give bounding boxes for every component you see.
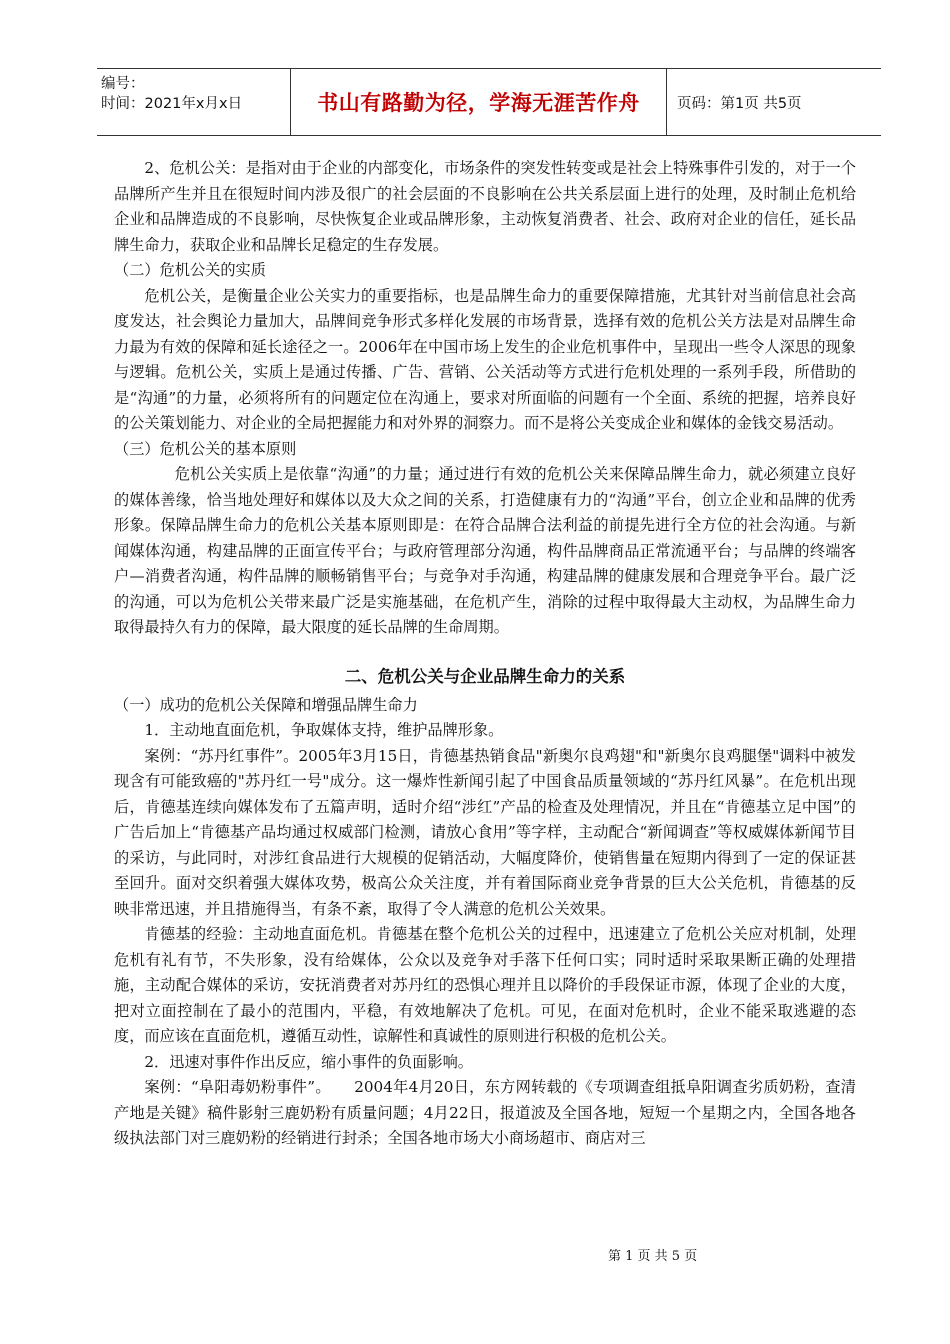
section-subheading: （三）危机公关的基本原则: [114, 439, 297, 458]
paragraph: 危机公关，是衡量企业公关实力的重要指标，也是品牌生命力的重要保障措施，尤其针对当前信息社会高度发达，社会舆论力量加大，品牌间竞争形式多样化发展的市场背景，选择有效的危机公关方法是对品牌生命力最为有效的保障和延长途径之一。2006年在中国市场上发生的企业危机事件中，呈现出一些令人深思的现象与逻辑。危机公关，实质上是通过传播、广告、营销、公关活动等方式进行危机处理的一系列手段，所借助的是“沟通”的力量，必须将所有的问题定位在沟通上，要求对所面临的问题有一个全面、系统的把握，培养良好的公关策划能力、对企业的全局把握能力和对外界的洞察力。而不是将公关变成企业和媒体的金钱交易活动。: [114, 286, 856, 432]
section-subheading: （二）危机公关的实质: [114, 261, 266, 279]
header-page-number: 页码：第1页 共5页: [677, 95, 802, 112]
header-motto: 书山有路勤为径，学海无涯苦作舟: [290, 69, 667, 135]
paragraph: 1．主动地直面危机，争取媒体支持，维护品牌形象。: [144, 721, 504, 739]
paragraph: 肯德基的经验：主动地直面危机。肯德基在整个危机公关的过程中，迅速建立了危机公关应对机制，处理危机有礼有节，不失形象，没有给媒体，公众以及竞争对手落下任何口实；同时适时采取果断正确的处理措施，主动配合媒体的采访，安抚消费者对苏丹红的恐惧心理并且以降价的手段保证市源，体现了企业的大度，把对立面控制在了最小的范围内，平稳，有效地解决了危机。可见，在面对危机时，企业不能采取逃避的态度，而应该在直面危机，遵循互动性，谅解性和真诚性的原则进行积极的危机公关。: [114, 925, 856, 1045]
document-number: 编号：: [101, 76, 145, 92]
page-header: [97, 68, 881, 136]
document-time: 时间：2021年x月x日: [101, 96, 243, 112]
section-subheading: （一）成功的危机公关保障和增强品牌生命力: [114, 695, 418, 714]
paragraph: 案例：“苏丹红事件”。2005年3月15日，肯德基热销食品"新奥尔良鸡翅"和"新奥尔良鸡腿堡"调料中被发现含有可能致癌的"苏丹红一号"成分。这一爆炸性新闻引起了中国食品质量领域的“苏丹红风暴”。在危机出现后，肯德基连续向媒体发布了五篇声明，适时介绍“涉红”产品的检查及处理情况，并且在“肯德基立足中国”的广告后加上“肯德基产品均通过权威部门检测，请放心食用”等字样，主动配合“新闻调查”等权威媒体新闻节目的采访，与此同时，对涉红食品进行大规模的促销活动，大幅度降价，使销售量在短期内得到了一定的保证甚至回升。面对交织着强大媒体攻势，极高公众关注度，并有着国际商业竞争背景的巨大公关危机，肯德基的反映非常迅速，并且措施得当，有条不紊，取得了令人满意的危机公关效果。: [114, 746, 856, 918]
paragraph: 2．迅速对事件作出反应，缩小事件的负面影响。: [144, 1052, 473, 1071]
header-meta: [97, 69, 290, 135]
page-footer: 第 1 页 共 5 页: [608, 1249, 698, 1264]
document-body: [114, 156, 856, 1152]
section-heading: 二、危机公关与企业品牌生命力的关系: [344, 666, 626, 686]
paragraph: 案例：“阜阳毒奶粉事件”。 2004年4月20日，东方网转载的《专项调查组抵阜阳调查劣质奶粉，查清产地是关键》稿件影射三鹿奶粉有质量问题；4月22日，报道波及全国各地，短短一个星期之内，全国各地各级执法部门对三鹿奶粉的经销进行封杀；全国各地市场大小商场超市、商店对三: [114, 1078, 856, 1147]
paragraph: 2、危机公关：是指对由于企业的内部变化，市场条件的突发性转变或是社会上特殊事件引发的，对于一个品牌所产生并且在很短时间内涉及很广的社会层面的不良影响在公共关系层面上进行的处理，及时制止危机给企业和品牌造成的不良影响，尽快恢复企业或品牌形象，主动恢复消费者、社会、政府对企业的信任，延长品牌生命力，获取企业和品牌长足稳定的生存发展。: [114, 159, 856, 254]
paragraph: 危机公关实质上是依靠“沟通”的力量；通过进行有效的危机公关来保障品牌生命力，就必须建立良好的媒体善缘，恰当地处理好和媒体以及大众之间的关系，打造健康有力的“沟通”平台，创立企业和品牌的优秀形象。保障品牌生命力的危机公关基本原则即是：在符合品牌合法利益的前提先进行全方位的社会沟通。与新闻媒体沟通，构建品牌的正面宣传平台；与政府管理部分沟通，构件品牌商品正常流通平台；与品牌的终端客户—消费者沟通，构件品牌的顺畅销售平台；与竞争对手沟通，构建品牌的健康发展和合理竞争平台。最广泛的沟通，可以为危机公关带来最广泛是实施基础，在危机产生，消除的过程中取得最大主动权，为品牌生命力取得最持久有力的保障，最大限度的延长品牌的生命周期。: [114, 465, 856, 636]
